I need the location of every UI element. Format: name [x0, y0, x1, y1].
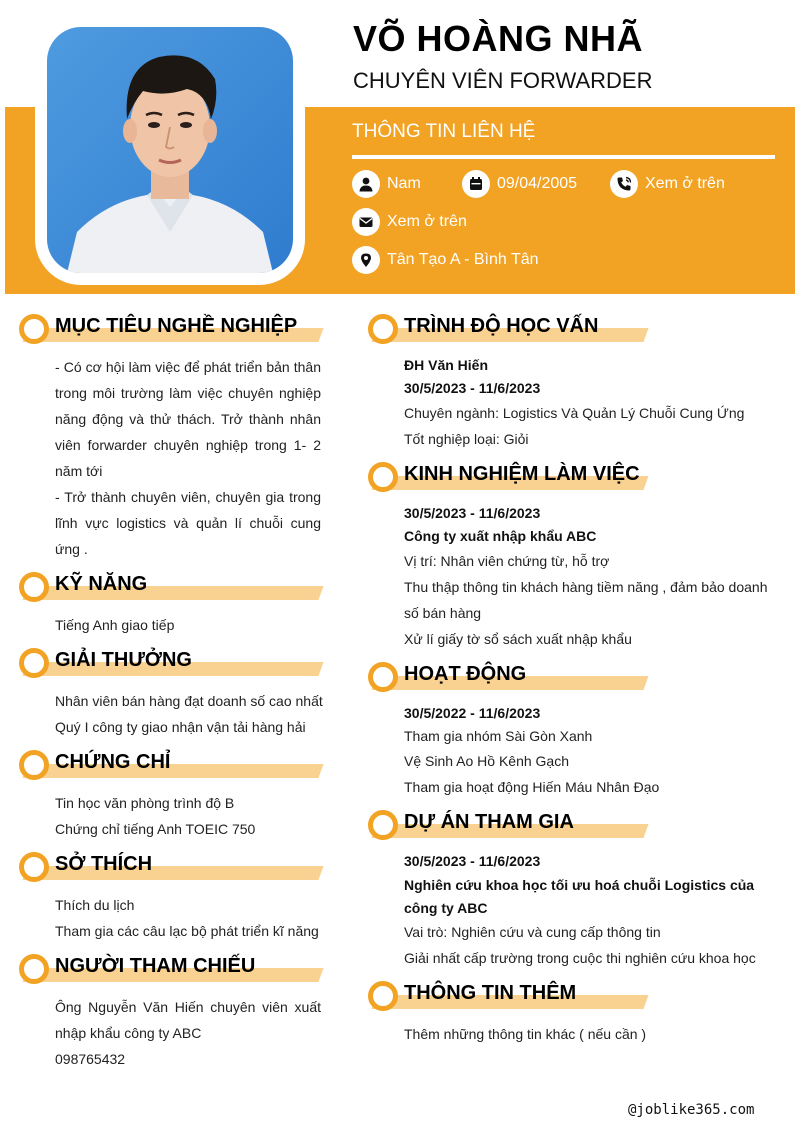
section-objective-heading: [19, 313, 321, 345]
contact-gender: [352, 170, 421, 198]
section-title: THÔNG TIN THÊM: [404, 982, 577, 1004]
contact-phone: [610, 170, 725, 198]
section-title: MỤC TIÊU NGHỀ NGHIỆP: [55, 315, 298, 337]
education-grade: Tốt nghiệp loại: Giỏi: [404, 431, 529, 447]
circle-bullet-icon: [19, 852, 49, 882]
calendar-icon: [462, 170, 490, 198]
birthday-value: 09/04/2005: [497, 175, 578, 192]
award-item: Quý I công ty giao nhận vận tải hàng hải: [55, 719, 306, 735]
phone-value: Xem ở trên: [645, 175, 725, 192]
job-title: CHUYÊN VIÊN FORWARDER: [353, 68, 653, 93]
skill-item: Tiếng Anh giao tiếp: [55, 617, 175, 633]
project-role: Vai trò: Nghiên cứu và cung cấp thông tin: [404, 924, 661, 940]
circle-bullet-icon: [19, 572, 49, 602]
certificate-item: Chứng chỉ tiếng Anh TOEIC 750: [55, 821, 256, 837]
circle-bullet-icon: [368, 462, 398, 492]
experience-period: 30/5/2023 - 11/6/2023: [404, 505, 541, 521]
hobby-item: Thích du lịch: [55, 897, 135, 913]
section-experience-heading: [368, 461, 646, 493]
circle-bullet-icon: [368, 662, 398, 692]
contact-section-title: THÔNG TIN LIÊN HỆ: [352, 121, 536, 142]
education-period: 30/5/2023 - 11/6/2023: [404, 380, 541, 396]
section-awards-heading: [19, 647, 321, 679]
contact-email: [352, 208, 467, 236]
reference-text: Ông Nguyễn Văn Hiến chuyên viên xuất nhập khẩu công ty ABC: [55, 999, 321, 1041]
section-title: NGƯỜI THAM CHIẾU: [55, 955, 256, 977]
education-major: Chuyên ngành: Logistics Và Quản Lý Chuỗi Cung Ứng: [404, 405, 745, 421]
section-projects-heading: [368, 809, 646, 841]
phone-icon: [610, 170, 638, 198]
experience-company: Công ty xuất nhập khẩu ABC: [404, 528, 597, 544]
circle-bullet-icon: [19, 750, 49, 780]
section-title: SỞ THÍCH: [55, 853, 153, 875]
section-skills-heading: [19, 571, 321, 603]
activity-item: Vệ Sinh Ao Hồ Kênh Gạch: [404, 753, 569, 769]
section-title: GIẢI THƯỞNG: [55, 649, 192, 671]
section-certificates-heading: [19, 749, 321, 781]
section-title: KỸ NĂNG: [55, 573, 148, 595]
candidate-name: VÕ HOÀNG NHÃ: [353, 18, 644, 59]
section-hobbies-heading: [19, 851, 321, 883]
project-period: 30/5/2023 - 11/6/2023: [404, 853, 541, 869]
gender-value: Nam: [387, 175, 421, 192]
objective-text-1: - Có cơ hội làm việc để phát triển bản thân trong môi trường làm việc chuyên nghiệp năng động và thử thách. Trở thành nhân viên forwarder chuyên nghiệp trong 1- 2 năm tới: [55, 359, 321, 479]
section-title: TRÌNH ĐỘ HỌC VẤN: [404, 315, 599, 337]
activities-period: 30/5/2022 - 11/6/2023: [404, 705, 541, 721]
project-result: Giải nhất cấp trường trong cuộc thi nghiên cứu khoa học: [404, 950, 756, 966]
location-pin-icon: [352, 246, 380, 274]
contact-divider: [352, 155, 775, 159]
circle-bullet-icon: [19, 648, 49, 678]
watermark: @joblike365.com: [628, 1102, 755, 1118]
section-activities-heading: [368, 661, 646, 693]
circle-bullet-icon: [368, 810, 398, 840]
section-title: CHỨNG CHỈ: [55, 751, 171, 773]
activity-item: Tham gia nhóm Sài Gòn Xanh: [404, 728, 593, 744]
address-value: Tân Tạo A - Bình Tân: [387, 251, 539, 268]
circle-bullet-icon: [19, 954, 49, 984]
hobby-item: Tham gia các câu lạc bộ phát triển kĩ năng: [55, 923, 319, 939]
section-title: HOẠT ĐỘNG: [404, 663, 527, 685]
portrait-illustration: [47, 27, 293, 273]
experience-duty: Thu thập thông tin khách hàng tiềm năng , đảm bảo doanh số bán hàng: [404, 579, 768, 621]
award-item: Nhân viên bán hàng đạt doanh số cao nhất: [55, 693, 323, 709]
reference-phone: 098765432: [55, 1051, 126, 1067]
education-school: ĐH Văn Hiến: [404, 357, 489, 373]
section-title: KINH NGHIỆM LÀM VIỆC: [404, 463, 640, 485]
contact-address: [352, 246, 539, 274]
activity-item: Tham gia hoạt động Hiến Máu Nhân Đạo: [404, 779, 660, 795]
section-references-heading: [19, 953, 321, 985]
extra-text: Thêm những thông tin khác ( nếu cần ): [404, 1026, 647, 1042]
certificate-item: Tin học văn phòng trình độ B: [55, 795, 235, 811]
circle-bullet-icon: [19, 314, 49, 344]
section-title: DỰ ÁN THAM GIA: [404, 811, 574, 833]
user-icon: [352, 170, 380, 198]
contact-birthday: [462, 170, 577, 198]
profile-photo: [47, 27, 293, 273]
section-education-heading: [368, 313, 646, 345]
envelope-icon: [352, 208, 380, 236]
project-name: Nghiên cứu khoa học tối ưu hoá chuỗi Logistics của công ty ABC: [404, 877, 755, 916]
section-extra-heading: [368, 980, 646, 1012]
experience-duty: Xử lí giấy tờ sổ sách xuất nhập khẩu: [404, 631, 632, 647]
objective-text-2: - Trở thành chuyên viên, chuyên gia trong lĩnh vực logistics và quản lí chuỗi cung ứng .: [55, 489, 321, 557]
experience-position: Vị trí: Nhân viên chứng từ, hỗ trợ: [404, 553, 610, 569]
circle-bullet-icon: [368, 314, 398, 344]
circle-bullet-icon: [368, 981, 398, 1011]
email-value: Xem ở trên: [387, 213, 467, 230]
